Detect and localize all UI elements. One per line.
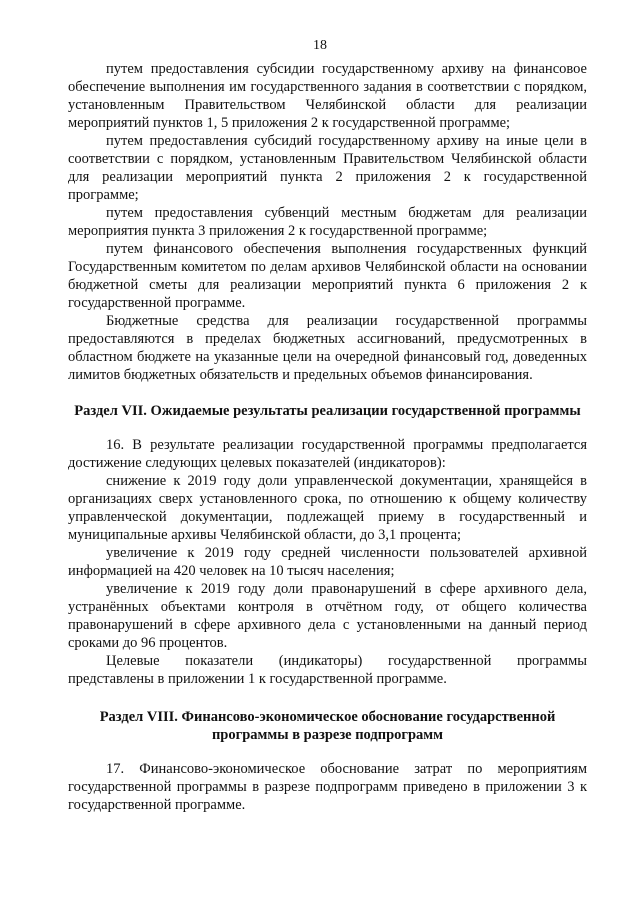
section-8-heading [68, 708, 587, 744]
paragraph: путем предоставления субвенций местным бюджетам для реализации мероприятия пункта 3 приложения 2 к государственной программе; [68, 205, 587, 239]
paragraph: Целевые показатели (индикаторы) государственной программы представлены в приложении 1 к государственной программе. [68, 653, 587, 687]
section-8-heading-line2: программы в разрезе подпрограмм [211, 727, 444, 743]
document-body [68, 60, 587, 814]
section-7-heading: Раздел VII. Ожидаемые результаты реализации государственной программы [74, 403, 581, 419]
paragraph: снижение к 2019 году доли управленческой документации, хранящейся в организациях сверх установленного срока, по отношению к общему количеству управленческой документации, подлежащей приему в государственный и муниципальные архивы Челябинской области, до 3,1 процента; [68, 473, 587, 543]
paragraph: 17. Финансово-экономическое обоснование затрат по мероприятиям государственной программы в разрезе подпрограмм приведено в приложении 3 к государственной программе. [68, 761, 587, 813]
paragraph: путем предоставления субсидий государственному архиву на иные цели в соответствии с порядком, установленным Правительством Челябинской области для реализации мероприятий пункта 2 приложения 2 к государственной программе; [68, 133, 587, 203]
paragraph: Бюджетные средства для реализации государственной программы предоставляются в пределах бюджетных ассигнований, предусмотренных в областном бюджете на указанные цели на очередной финансовый год, доведенных лимитов бюджетных обязательств и предельных объемов финансирования. [68, 313, 587, 383]
paragraph: путем предоставления субсидии государственному архиву на финансовое обеспечение выполнения им государственного задания в соответствии с порядком, установленным Правительством Челябинской области для реализации мероприятий пунктов 1, 5 приложения 2 к государственной программе; [68, 61, 587, 131]
paragraph: путем финансового обеспечения выполнения государственных функций Государственным комитетом по делам архивов Челябинской области на основании бюджетной сметы для реализации мероприятий пункта 6 приложения 2 к государственной программе. [68, 241, 587, 311]
paragraph: увеличение к 2019 году средней численности пользователей архивной информацией на 420 человек на 10 тысяч населения; [68, 545, 587, 579]
section-8-heading-line1: Раздел VIII. Финансово-экономическое обоснование государственной [99, 709, 556, 725]
paragraph: 16. В результате реализации государственной программы предполагается достижение следующих целевых показателей (индикаторов): [68, 437, 587, 471]
paragraph: увеличение к 2019 году доли правонарушений в сфере архивного дела, устранённых объектами контроля в отчётном году, от общего количества правонарушений в сфере архивного дела с установленными на данный период сроками до 96 процентов. [68, 581, 587, 651]
page-number: 18 [313, 38, 327, 53]
